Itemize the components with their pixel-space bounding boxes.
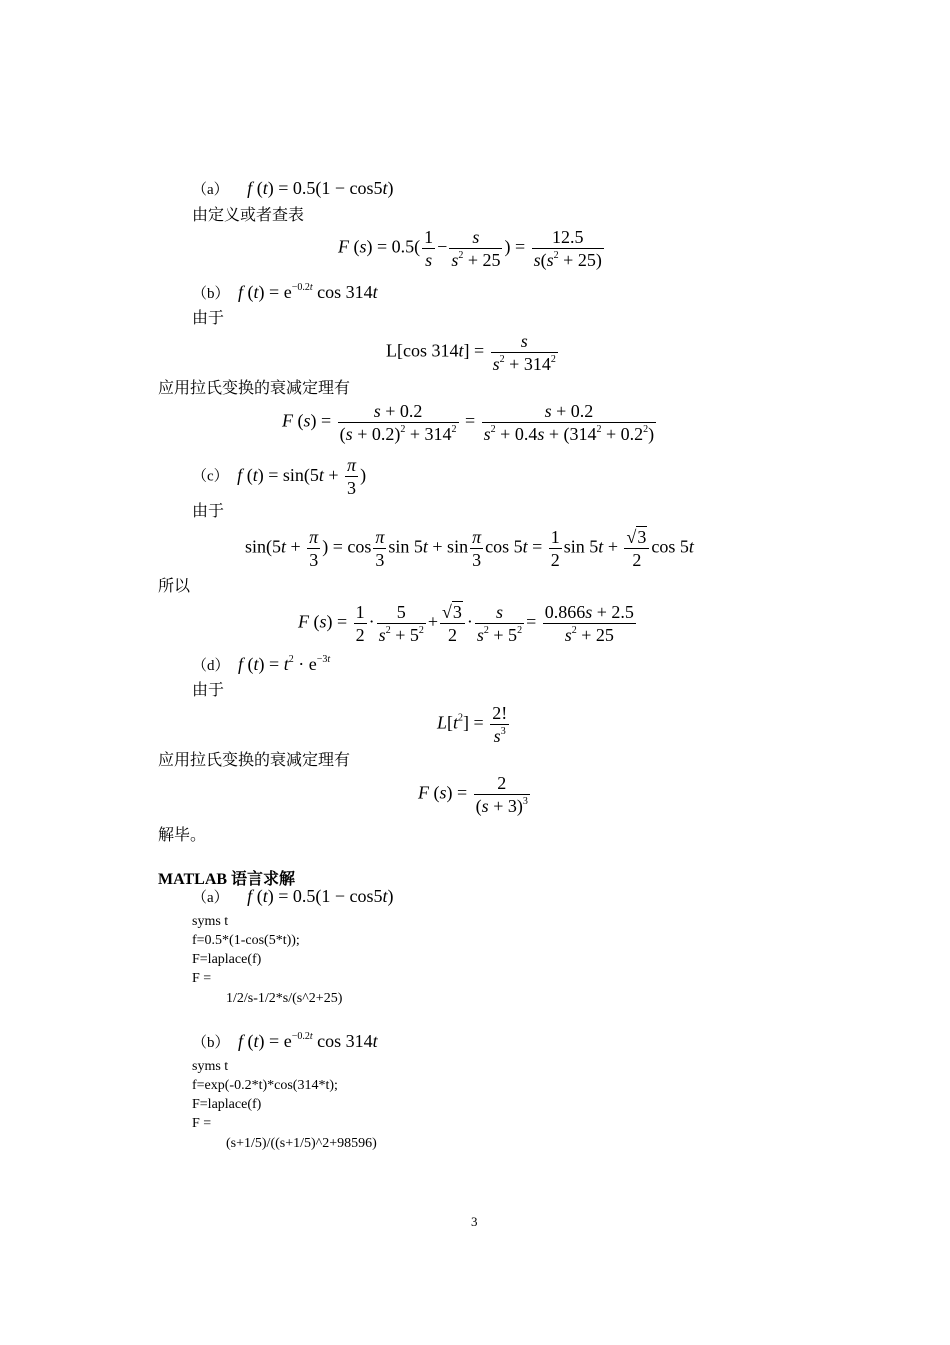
matlab-b-heading: （b） f $(t) = e^{-0.2t}$ cos 314t — [192, 1031, 378, 1051]
equation-a-laplace: F (s) = 0.5( $\frac{1}{s}$ − $\frac{s}{s^2 + 25}$ ) = $\frac{12.5}{s(s^2 + 25)}$ — [338, 227, 602, 270]
matlab-code-a — [192, 912, 300, 988]
therefore-text: 所以 — [158, 578, 191, 595]
equation-b-transform: L[cos 314t] = $\frac{s}{s^2 + 314^2}$ — [386, 331, 556, 374]
part-b-label: （b） — [192, 286, 230, 302]
matlab-code-b — [192, 1057, 338, 1133]
code-line: F = — [192, 971, 212, 986]
code-line: F=laplace(f) — [192, 1097, 262, 1112]
code-line: f=exp(-0.2*t)*cos(314*t); — [192, 1078, 338, 1093]
part-d-label: （d） — [192, 658, 230, 674]
by-definition-text: 由定义或者查表 — [192, 207, 305, 224]
matlab-result-a: 1/2/s-1/2*s/(s^2+25) — [226, 991, 343, 1006]
since-text-1: 由于 — [192, 310, 225, 327]
matlab-a-label: （a） — [192, 890, 229, 906]
matlab-a-heading: （a） f (t) = 0.5(1 − cos5t) — [192, 886, 394, 906]
apply-decay-text-1: 应用拉氏变换的衰减定理有 — [158, 380, 351, 397]
since-text-3: 由于 — [192, 682, 225, 699]
part-c-heading: （c） f (t) = sin(5t + $\frac{\pi}{3}$ ) — [192, 455, 367, 498]
equation-c-sin-expansion: sin(5t + $\frac{\pi}{3}$ ) = cos $\frac{\pi}{3}$ sin 5t + sin $\frac{\pi}{3}$ cos 5t = $\frac{1}{2}$ sin 5t + $\frac{√3}{2}$ cos 5t — [245, 527, 694, 570]
page-number: 3 — [471, 1214, 478, 1229]
done-text: 解毕。 — [158, 827, 207, 844]
equation-c-laplace: F (s) = $\frac{1}{2}$ · $\frac{5}{s^2 + 5^2}$ + $\frac{√3}{2}$ · $\frac{s}{s^2 + 5^2}$ = $\frac{0.866s + 2.5}{s^2 + 25}$ — [298, 602, 634, 645]
code-line: F = — [192, 1116, 212, 1131]
code-line: syms t — [192, 1059, 229, 1074]
matlab-b-label: （b） — [192, 1035, 230, 1051]
equation-d-transform: $L[t^2]$ = $\frac{2!}{s^3}$ — [437, 703, 508, 746]
code-line: f=0.5*(1-cos(5*t)); — [192, 933, 300, 948]
code-line: syms t — [192, 914, 229, 929]
equation-b-laplace: F (s) = $\frac{s + 0.2}{(s + 0.2)^2 + 314^2}$ = $\frac{s + 0.2}{s^2 + 0.4s + (314^2 + 0.2^2)}$ — [282, 401, 655, 444]
matlab-result-b: (s+1/5)/((s+1/5)^2+98596) — [226, 1136, 377, 1151]
part-a-heading: （a） f (t) = 0.5(1 − cos5t) — [192, 178, 394, 198]
part-c-label: （c） — [192, 468, 229, 485]
part-a-label: （a） — [192, 182, 229, 198]
equation-d-laplace: F (s) = $\frac{2}{(s + 3)^3}$ — [418, 773, 528, 816]
since-text-2: 由于 — [192, 503, 225, 520]
part-b-heading: （b） f $(t) = e^{-0.2t}$ cos 314t — [192, 282, 378, 302]
apply-decay-text-2: 应用拉氏变换的衰减定理有 — [158, 752, 351, 769]
code-line: F=laplace(f) — [192, 952, 262, 967]
part-d-heading: （d） f $(t) = t^2 \cdot e^{-3t}$ — [192, 654, 331, 674]
matlab-heading: MATLAB 语言求解 — [158, 871, 296, 888]
